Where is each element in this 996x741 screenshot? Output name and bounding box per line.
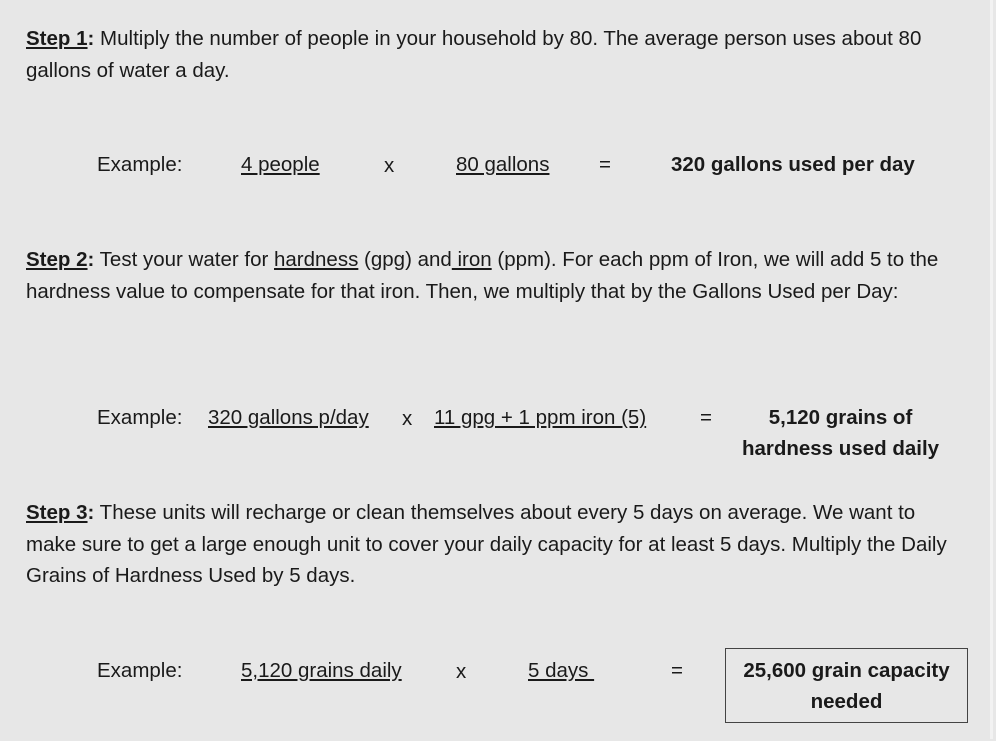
step1-label: Step 1 (26, 27, 88, 50)
step3-paragraph (26, 497, 956, 592)
step3-example-days: 5 days (528, 659, 595, 682)
step1-colon: : (87, 27, 95, 50)
step3-example-label: Example: (97, 659, 183, 682)
step2-text-a: Test your water for (94, 248, 274, 271)
step2-result-line2: hardness used daily (741, 437, 940, 460)
step3-result-box (725, 648, 968, 723)
step2-example-hardness-iron: 11 gpg + 1 ppm iron (5) (434, 406, 647, 429)
step2-example-multiply: x (402, 407, 413, 430)
step2-paragraph (26, 244, 956, 307)
step1-example-multiply: x (384, 154, 395, 177)
step3-result-line1: 25,600 grain capacity (743, 659, 950, 682)
step1-text: Multiply the number of people in your household by 80. The average person uses about 80 gallons of water a day. (26, 27, 922, 82)
step2-colon: : (87, 248, 95, 271)
step2-hardness-term: hardness (274, 248, 359, 271)
step2-example-result (733, 402, 948, 464)
step2-example-gallons-per-day: 320 gallons p/day (208, 406, 369, 429)
step1-example-label: Example: (97, 153, 183, 176)
step1-example-equals: = (599, 153, 611, 176)
step3-example-equals: = (671, 659, 683, 682)
step1-example-result: 320 gallons used per day (671, 153, 915, 176)
step2-example-label: Example: (97, 406, 183, 429)
step2-text-c: (ppm). For each ppm of Iron, we will add 5 to the hardness value to compensate for that iron. Then, we multiply that by the Gallons Used per Day: (26, 248, 939, 303)
step3-label: Step 3 (26, 501, 88, 524)
step1-paragraph (26, 23, 956, 86)
step2-text-b: (gpg) and (358, 248, 452, 271)
step3-example-grains-daily: 5,120 grains daily (241, 659, 402, 682)
step2-label: Step 2 (26, 248, 88, 271)
step2-example-equals: = (700, 406, 712, 429)
step3-example-multiply: x (456, 660, 467, 683)
step1-example-gallons: 80 gallons (456, 153, 550, 176)
step2-result-line1: 5,120 grains of (768, 406, 913, 429)
step3-result-line2: needed (810, 690, 883, 713)
step2-iron-term: iron (451, 248, 492, 271)
step3-colon: : (87, 501, 95, 524)
step1-example-people: 4 people (241, 153, 320, 176)
step3-text: These units will recharge or clean themselves about every 5 days on average. We want to make sure to get a large enough unit to cover your daily capacity for at least 5 days. Multiply the Daily Grains of Hardness Used by 5 days. (26, 501, 947, 587)
